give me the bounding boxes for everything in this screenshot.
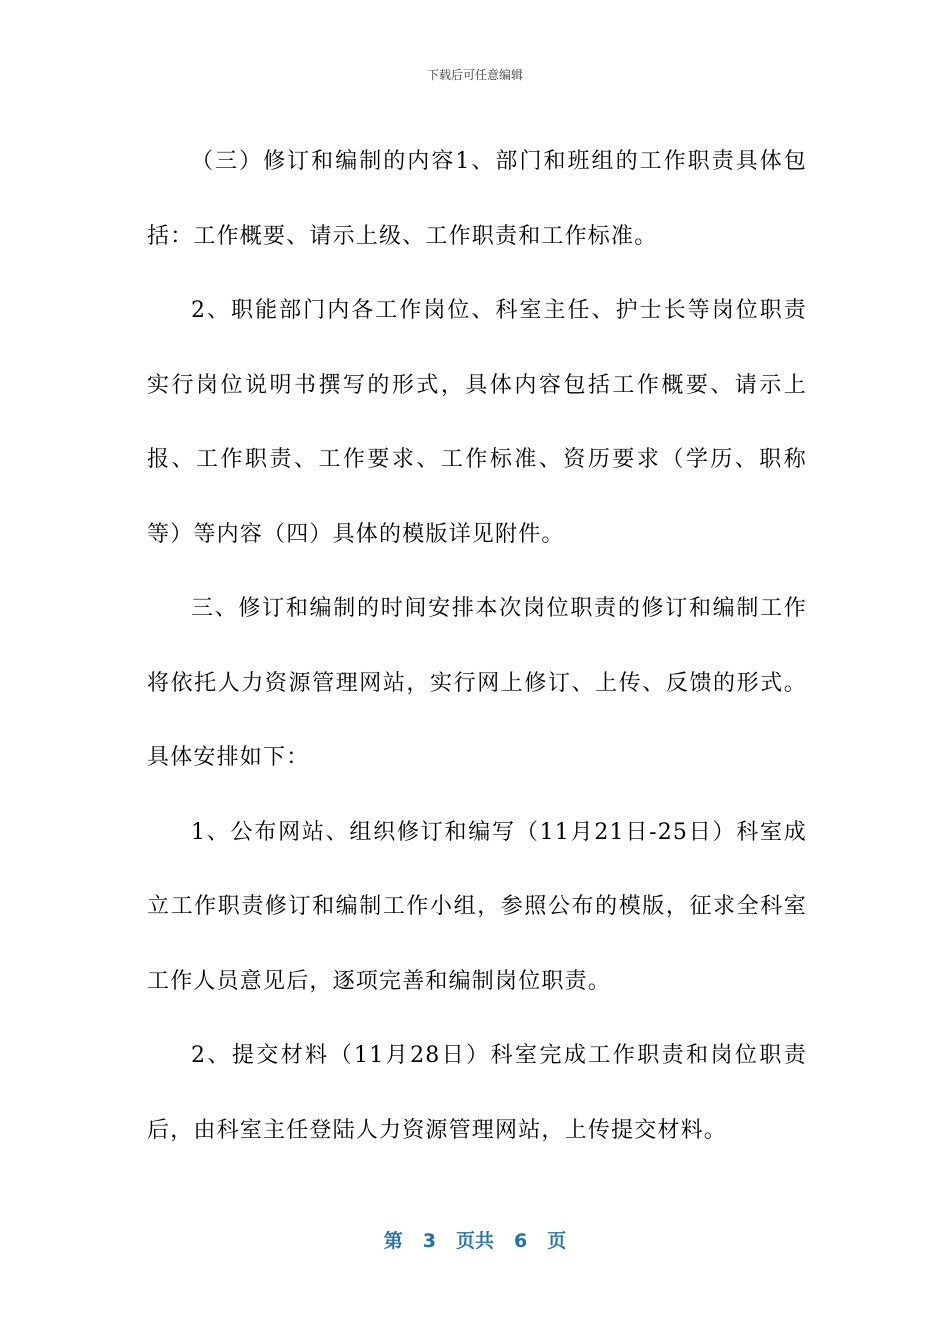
paragraph-1: （三）修订和编制的内容1、部门和班组的工作职责具体包括：工作概要、请示上级、工作职责和工作标准。 <box>147 149 807 249</box>
paragraph-4: 1、公布网站、组织修订和编写（11月21日-25日）科室成立工作职责修订和编制工作小组，参照公布的模版，征求全科室工作人员意见后，逐项完善和编制岗位职责。 <box>147 819 807 994</box>
footer-prefix: 第 <box>383 1230 403 1252</box>
footer-suffix: 页 <box>547 1230 567 1252</box>
document-body <box>147 125 807 1168</box>
footer-current-page: 3 <box>422 1230 436 1252</box>
paragraph-5: 2、提交材料（11月28日）科室完成工作职责和岗位职责后，由科室主任登陆人力资源管理网站，上传提交材料。 <box>147 1043 807 1143</box>
paragraph-3: 三、修订和编制的时间安排本次岗位职责的修订和编制工作将依托人力资源管理网站，实行网上修订、上传、反馈的形式。具体安排如下： <box>147 596 807 770</box>
paragraph-2: 2、职能部门内各工作岗位、科室主任、护士长等岗位职责实行岗位说明书撰写的形式，具体内容包括工作概要、请示上报、工作职责、工作要求、工作标准、资历要求（学历、职称等）等内容（四）具体的模版详见附件。 <box>147 298 807 547</box>
page-footer <box>0 1226 950 1253</box>
footer-middle: 页共 <box>455 1230 494 1252</box>
page-header-note: 下载后可任意编辑 <box>426 68 523 82</box>
footer-total-pages: 6 <box>514 1230 528 1252</box>
